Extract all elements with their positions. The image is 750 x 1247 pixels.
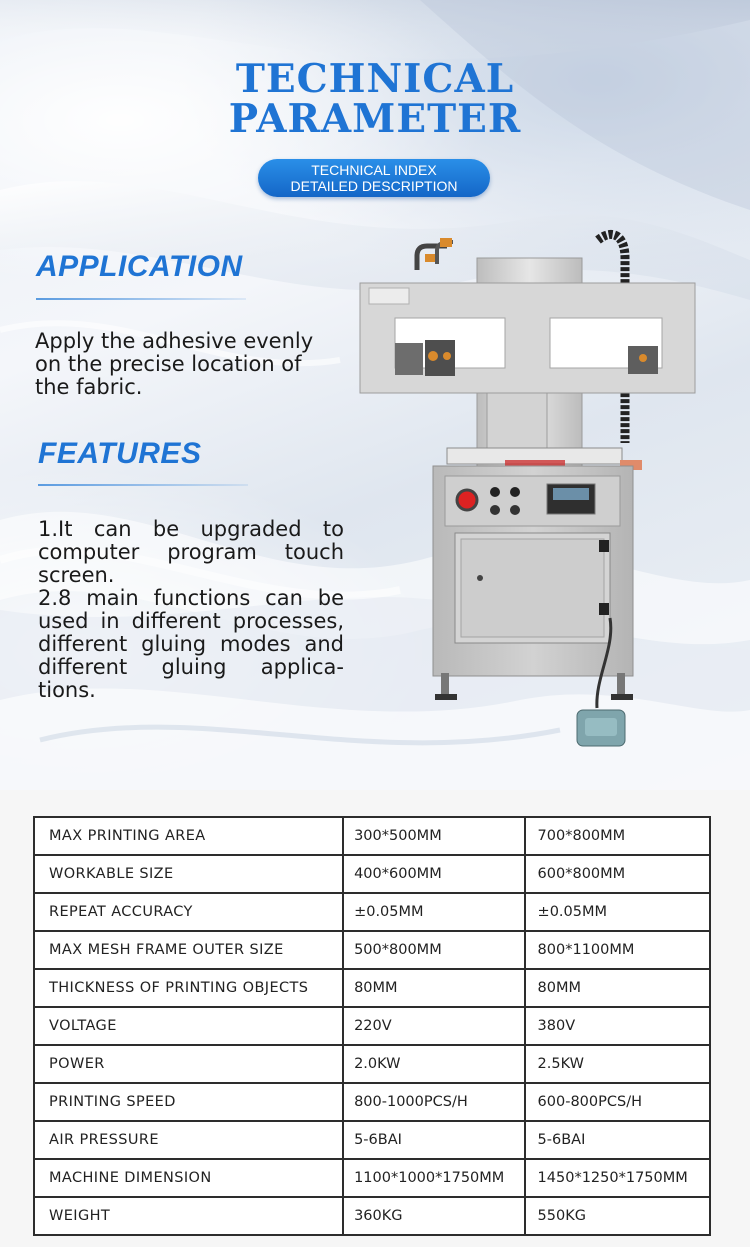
spec-value-model1-cell: 360KG xyxy=(343,1197,524,1235)
badge-line1: TECHNICAL INDEX xyxy=(311,162,437,178)
spec-value-model1-cell: 400*600MM xyxy=(343,855,524,893)
spec-value-model2-cell: 800*1100MM xyxy=(525,931,710,969)
spec-value-model1-cell: ±0.05MM xyxy=(343,893,524,931)
application-text xyxy=(35,330,335,399)
table-row xyxy=(34,1045,710,1083)
application-line: Apply the adhesive evenly xyxy=(35,329,314,353)
spec-label-cell: MACHINE DIMENSION xyxy=(34,1159,343,1197)
page-title-line1: TECHNICAL xyxy=(235,56,515,102)
table-row xyxy=(34,931,710,969)
features-line: different gluing applica- xyxy=(38,655,344,679)
application-line: the fabric. xyxy=(35,375,143,399)
spec-label-cell: THICKNESS OF PRINTING OBJECTS xyxy=(34,969,343,1007)
spec-value-model1-cell: 2.0KW xyxy=(343,1045,524,1083)
technical-index-badge xyxy=(258,159,490,197)
features-line: computer program touch xyxy=(38,540,344,564)
features-text xyxy=(38,518,344,702)
spec-value-model2-cell: 600-800PCS/H xyxy=(525,1083,710,1121)
features-line: different gluing modes and xyxy=(38,632,344,656)
spec-value-model2-cell: 2.5KW xyxy=(525,1045,710,1083)
table-row xyxy=(34,855,710,893)
table-row xyxy=(34,1007,710,1045)
spec-label-cell: AIR PRESSURE xyxy=(34,1121,343,1159)
table-row xyxy=(34,1159,710,1197)
table-row xyxy=(34,969,710,1007)
spec-value-model1-cell: 1100*1000*1750MM xyxy=(343,1159,524,1197)
spec-value-model1-cell: 300*500MM xyxy=(343,817,524,855)
spec-label-cell: MAX MESH FRAME OUTER SIZE xyxy=(34,931,343,969)
spec-value-model2-cell: 550KG xyxy=(525,1197,710,1235)
spec-value-model2-cell: 600*800MM xyxy=(525,855,710,893)
spec-label-cell: VOLTAGE xyxy=(34,1007,343,1045)
spec-value-model1-cell: 80MM xyxy=(343,969,524,1007)
table-row xyxy=(34,1121,710,1159)
spec-value-model1-cell: 220V xyxy=(343,1007,524,1045)
application-divider xyxy=(36,298,246,300)
features-line: tions. xyxy=(38,678,96,702)
gluing-machine-illustration xyxy=(355,228,700,758)
spec-table-body xyxy=(34,817,710,1235)
features-line: used in different processes, xyxy=(38,609,344,633)
spec-label-cell: MAX PRINTING AREA xyxy=(34,817,343,855)
spec-value-model2-cell: 1450*1250*1750MM xyxy=(525,1159,710,1197)
features-line: 2.8 main functions can be xyxy=(38,586,344,610)
features-line: screen. xyxy=(38,563,115,587)
spec-value-model1-cell: 500*800MM xyxy=(343,931,524,969)
spec-label-cell: WEIGHT xyxy=(34,1197,343,1235)
features-heading: FEATURES xyxy=(38,437,202,470)
spec-label-cell: REPEAT ACCURACY xyxy=(34,893,343,931)
spec-label-cell: PRINTING SPEED xyxy=(34,1083,343,1121)
application-line: on the precise location of xyxy=(35,352,302,376)
table-row xyxy=(34,1197,710,1235)
badge-line2: DETAILED DESCRIPTION xyxy=(290,178,458,194)
spec-value-model2-cell: 700*800MM xyxy=(525,817,710,855)
spec-value-model2-cell: 80MM xyxy=(525,969,710,1007)
spec-label-cell: WORKABLE SIZE xyxy=(34,855,343,893)
spec-value-model2-cell: 380V xyxy=(525,1007,710,1045)
spec-value-model2-cell: 5-6BAI xyxy=(525,1121,710,1159)
page-title-line2: PARAMETER xyxy=(228,96,522,142)
application-heading: APPLICATION xyxy=(36,250,243,283)
features-line: 1.It can be upgraded to xyxy=(38,517,344,541)
spec-value-model1-cell: 800-1000PCS/H xyxy=(343,1083,524,1121)
table-row xyxy=(34,893,710,931)
spec-label-cell: POWER xyxy=(34,1045,343,1083)
features-divider xyxy=(38,484,248,486)
table-row xyxy=(34,1083,710,1121)
table-row xyxy=(34,817,710,855)
spec-table xyxy=(33,816,711,1236)
spec-value-model1-cell: 5-6BAI xyxy=(343,1121,524,1159)
spec-value-model2-cell: ±0.05MM xyxy=(525,893,710,931)
